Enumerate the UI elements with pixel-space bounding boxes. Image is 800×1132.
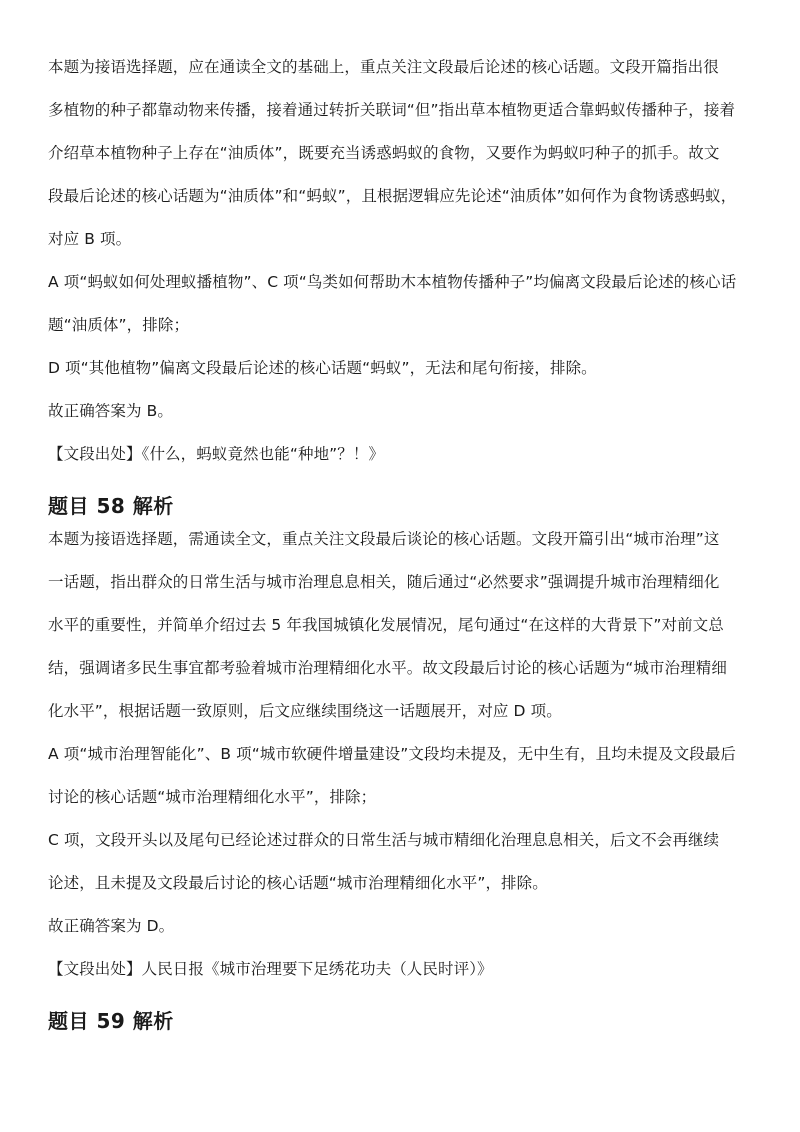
paragraph-line: 论述，且未提及文段最后讨论的核心话题“城市治理精细化水平”，排除。 bbox=[48, 874, 548, 892]
section-59-title: 题目 59 解析 bbox=[48, 1009, 174, 1033]
paragraph-line: 本题为接语选择题，应在通读全文的基础上，重点关注文段最后论述的核心话题。文段开篇指出很 bbox=[48, 58, 719, 76]
section-58-title: 题目 58 解析 bbox=[48, 494, 174, 518]
paragraph-line: 本题为接语选择题，需通读全文，重点关注文段最后谈论的核心话题。文段开篇引出“城市治理”这 bbox=[48, 530, 720, 548]
answer-line: 故正确答案为 B。 bbox=[48, 402, 173, 420]
paragraph-line: C 项，文段开头以及尾句已经论述过群众的日常生活与城市精细化治理息息相关，后文不会再继续 bbox=[48, 831, 720, 849]
paragraph-line: D 项“其他植物”偏离文段最后论述的核心话题“蚂蚁”，无法和尾句衔接，排除。 bbox=[48, 359, 597, 377]
section-58-analysis bbox=[48, 529, 752, 979]
paragraph-line: 对应 B 项。 bbox=[48, 230, 132, 248]
paragraph-line: 一话题，指出群众的日常生活与城市治理息息相关，随后通过“必然要求”强调提升城市治理精细化 bbox=[48, 573, 720, 591]
paragraph-line: 多植物的种子都靠动物来传播，接着通过转折关联词“但”指出草本植物更适合靠蚂蚁传播种子，接着 bbox=[48, 101, 736, 119]
section-57-analysis bbox=[48, 57, 752, 464]
paragraph-line: A 项“城市治理智能化”、B 项“城市软硬件增量建设”文段均未提及，无中生有，且均未提及文段最后 bbox=[48, 745, 737, 763]
paragraph-line: 化水平”，根据话题一致原则，后文应继续围绕这一话题展开，对应 D 项。 bbox=[48, 702, 562, 720]
paragraph-line: 题“油质体”，排除； bbox=[48, 316, 190, 334]
source-line: 【文段出处】人民日报《城市治理要下足绣花功夫（人民时评）》 bbox=[48, 960, 493, 978]
source-line: 【文段出处】《什么，蚂蚁竟然也能“种地”？！》 bbox=[48, 445, 385, 463]
paragraph-line: 水平的重要性，并简单介绍过去 5 年我国城镇化发展情况，尾句通过“在这样的大背景下”对前文总 bbox=[48, 616, 724, 634]
answer-line: 故正确答案为 D。 bbox=[48, 917, 175, 935]
paragraph-line: 讨论的核心话题“城市治理精细化水平”，排除； bbox=[48, 788, 377, 806]
paragraph-line: 段最后论述的核心话题为“油质体”和“蚂蚁”，且根据逻辑应先论述“油质体”如何作为食物诱惑蚂蚁， bbox=[48, 187, 737, 205]
paragraph-line: 介绍草本植物种子上存在“油质体”，既要充当诱惑蚂蚁的食物，又要作为蚂蚁叼种子的抓手。故文 bbox=[48, 144, 720, 162]
paragraph-line: 结，强调诸多民生事宜都考验着城市治理精细化水平。故文段最后讨论的核心话题为“城市治理精细 bbox=[48, 659, 727, 677]
paragraph-line: A 项“蚂蚁如何处理蚁播植物”、C 项“鸟类如何帮助木本植物传播种子”均偏离文段最后论述的核心话 bbox=[48, 273, 737, 291]
